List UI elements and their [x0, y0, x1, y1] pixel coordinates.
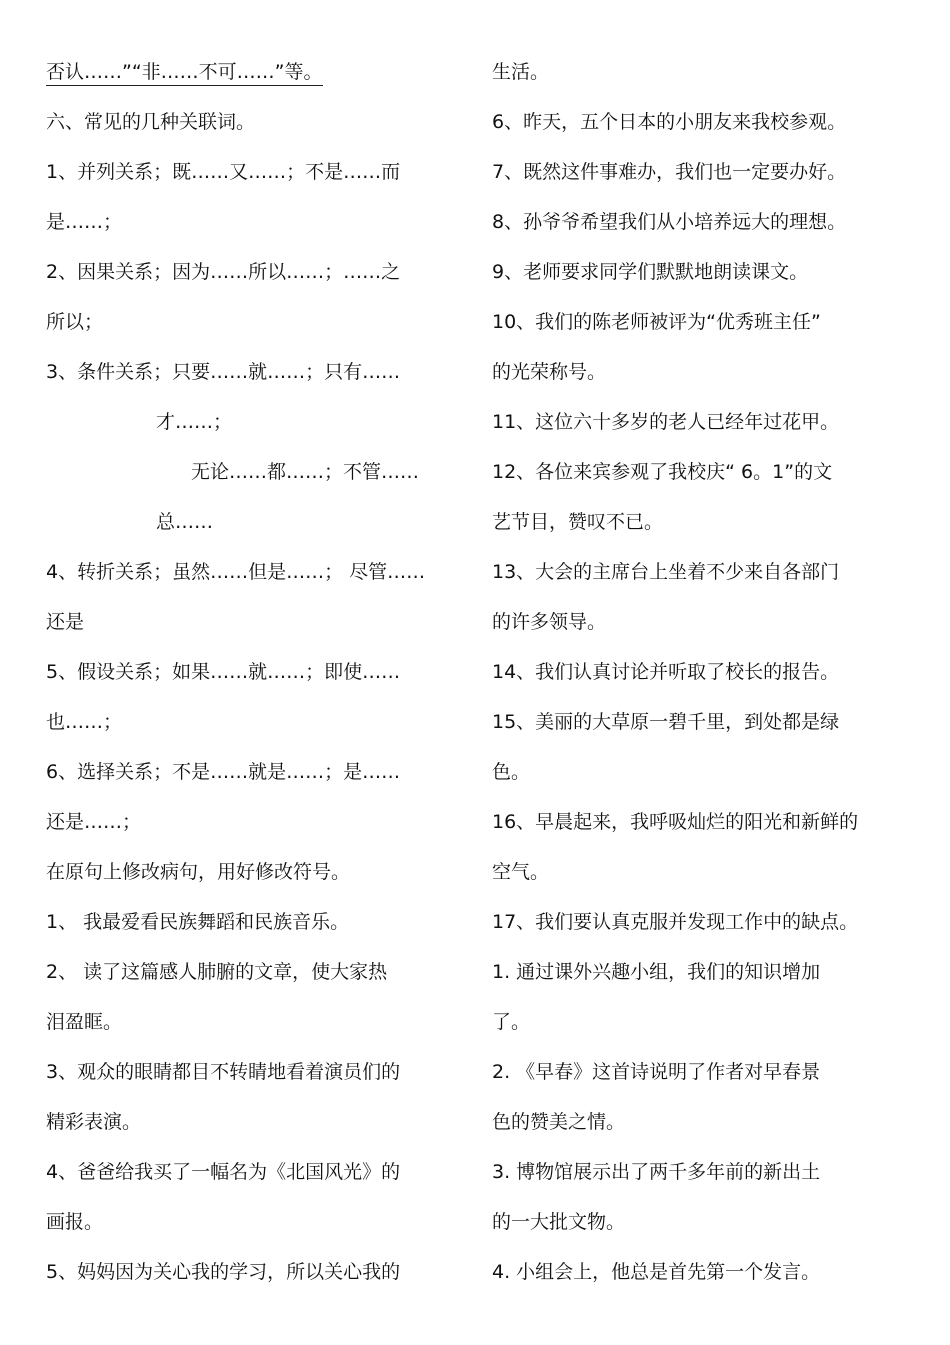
exercise-line: 了。 — [492, 1011, 531, 1033]
exercise-line: 精彩表演。 — [46, 1111, 142, 1133]
exercise-line: 5、妈妈因为关心我的学习，所以关心我的 — [46, 1261, 401, 1283]
exercise-line: 色的赞美之情。 — [492, 1111, 626, 1133]
exercise-line: 1. 通过课外兴趣小组，我们的知识增加 — [492, 961, 821, 983]
exercise-line: 1、 我最爱看民族舞蹈和民族音乐。 — [46, 911, 350, 933]
exercise-line: 10、我们的陈老师被评为“优秀班主任” — [492, 311, 821, 333]
exercise-line: 4、爸爸给我买了一幅名为《北国风光》的 — [46, 1161, 401, 1183]
exercise-line: 12、各位来宾参观了我校庆“ 6。1”的文 — [492, 461, 833, 483]
text-line: 3、条件关系；只要……就……；只有…… — [46, 361, 401, 383]
exercise-line: 13、大会的主席台上坐着不少来自各部门 — [492, 561, 840, 583]
exercise-line: 7、既然这件事难办，我们也一定要办好。 — [492, 161, 847, 183]
text-line: 无论……都……；不管…… — [191, 461, 420, 483]
exercise-line: 16、早晨起来，我呼吸灿烂的阳光和新鲜的 — [492, 811, 859, 833]
exercise-line: 空气。 — [492, 861, 550, 883]
text-line: 4、转折关系；虽然……但是……； 尽管…… — [46, 561, 426, 583]
exercise-line: 2、 读了这篇感人肺腑的文章，使大家热 — [46, 961, 388, 983]
exercise-line: 15、美丽的大草原一碧千里，到处都是绿 — [492, 711, 840, 733]
exercise-line: 9、老师要求同学们默默地朗读课文。 — [492, 261, 809, 283]
exercise-line: 的光荣称号。 — [492, 361, 607, 383]
text-line: 还是 — [46, 611, 85, 633]
text-line: 还是……； — [46, 811, 142, 833]
exercise-line: 4. 小组会上，他总是首先第一个发言。 — [492, 1261, 821, 1283]
exercise-line: 色。 — [492, 761, 531, 783]
text-line: 也……； — [46, 711, 123, 733]
text-line: 1、并列关系；既……又……；不是……而 — [46, 161, 401, 183]
exercise-line: 17、我们要认真克服并发现工作中的缺点。 — [492, 911, 859, 933]
exercise-line: 11、这位六十多岁的老人已经年过花甲。 — [492, 411, 840, 433]
text-line: 2、因果关系；因为……所以……；……之 — [46, 261, 401, 283]
exercise-line: 的许多领导。 — [492, 611, 607, 633]
text-line: 是……； — [46, 211, 123, 233]
text-line: 6、选择关系；不是……就是……；是…… — [46, 761, 401, 783]
exercise-line: 3、观众的眼睛都目不转睛地看着演员们的 — [46, 1061, 401, 1083]
exercise-line: 14、我们认真讨论并听取了校长的报告。 — [492, 661, 840, 683]
text-line: 否认……”“非……不可……”等。 — [46, 60, 323, 86]
exercise-line: 3. 博物馆展示出了两千多年前的新出土 — [492, 1161, 821, 1183]
exercise-line: 2. 《早春》这首诗说明了作者对早春景 — [492, 1061, 821, 1083]
exercise-line: 泪盈眶。 — [46, 1011, 123, 1033]
exercise-line: 6、昨天，五个日本的小朋友来我校参观。 — [492, 111, 847, 133]
text-line: 所以； — [46, 311, 104, 333]
instruction-line: 在原句上修改病句，用好修改符号。 — [46, 861, 351, 883]
text-line: 总…… — [156, 511, 214, 533]
exercise-line: 8、孙爷爷希望我们从小培养远大的理想。 — [492, 211, 847, 233]
text-line: 5、假设关系；如果……就……；即使…… — [46, 661, 401, 683]
exercise-line: 的一大批文物。 — [492, 1211, 626, 1233]
exercise-line: 艺节目，赞叹不已。 — [492, 511, 664, 533]
section-heading: 六、常见的几种关联词。 — [46, 111, 256, 133]
exercise-line: 生活。 — [492, 61, 550, 83]
text-line: 才……； — [156, 411, 233, 433]
exercise-line: 画报。 — [46, 1211, 104, 1233]
